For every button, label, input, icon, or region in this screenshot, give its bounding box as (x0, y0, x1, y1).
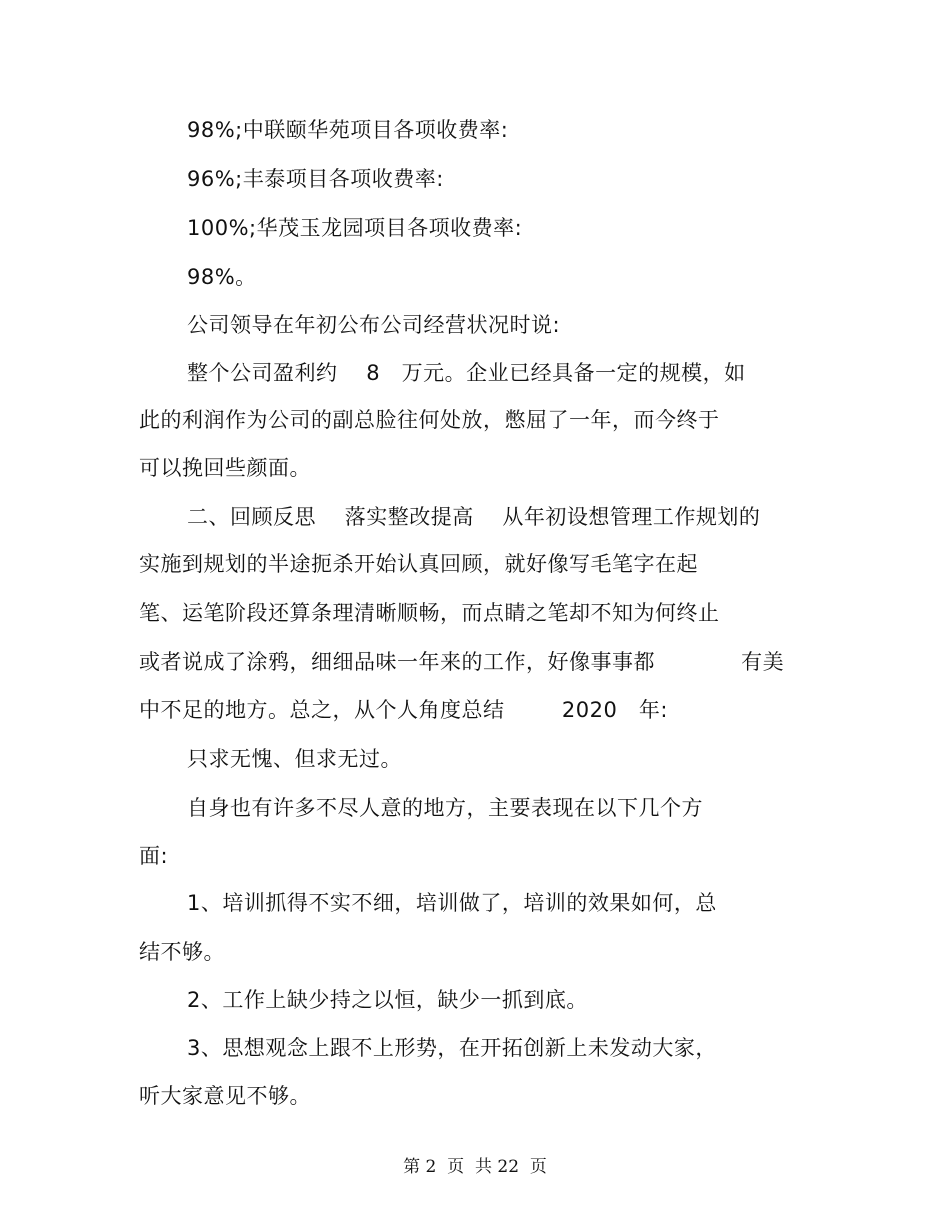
text-line: 面: (139, 844, 169, 868)
text-line: 只求无愧、但求无过。 (187, 747, 402, 771)
text-line: 或者说成了涂鸦，细细品味一年来的工作，好像事事都 有美 (139, 650, 785, 674)
text-line: 实施到规划的半途扼杀开始认真回顾，就好像写毛笔字在起 (139, 552, 698, 576)
text-line: 3、思想观念上跟不上形势，在开拓创新上未发动大家， (187, 1036, 717, 1060)
text-line: 100%;华茂玉龙园项目各项收费率: (187, 216, 523, 240)
text-line: 二、回顾反思 落实整改提高 从年初设想管理工作规划的 (187, 505, 761, 529)
text-line: 整个公司盈利约 8 万元。企业已经具备一定的规模，如 (187, 361, 746, 385)
text-line: 98%。 (187, 265, 257, 289)
text-line: 听大家意见不够。 (139, 1084, 311, 1108)
text-line: 可以挽回些颜面。 (139, 456, 311, 480)
text-line: 2、工作上缺少持之以恒，缺少一抓到底。 (187, 988, 588, 1012)
text-line: 笔、运笔阶段还算条理清晰顺畅，而点睛之笔却不知为何终止 (139, 601, 720, 625)
text-line: 结不够。 (139, 940, 225, 964)
text-line: 98%;中联颐华苑项目各项收费率: (187, 118, 509, 142)
text-line: 1、培训抓得不实不细，培训做了，培训的效果如何，总 (187, 891, 717, 915)
text-line: 中不足的地方。总之，从个人角度总结 2020 年: (139, 698, 668, 722)
text-line: 此的利润作为公司的副总脸往何处放，憋屈了一年，而今终于 (139, 408, 720, 432)
text-line: 公司领导在年初公布公司经营状况时说: (187, 313, 561, 337)
text-line: 自身也有许多不尽人意的地方，主要表现在以下几个方 (187, 796, 703, 820)
page-number-footer: 第 2 页 共 22 页 (403, 1157, 547, 1177)
text-line: 96%;丰泰项目各项收费率: (187, 167, 444, 191)
